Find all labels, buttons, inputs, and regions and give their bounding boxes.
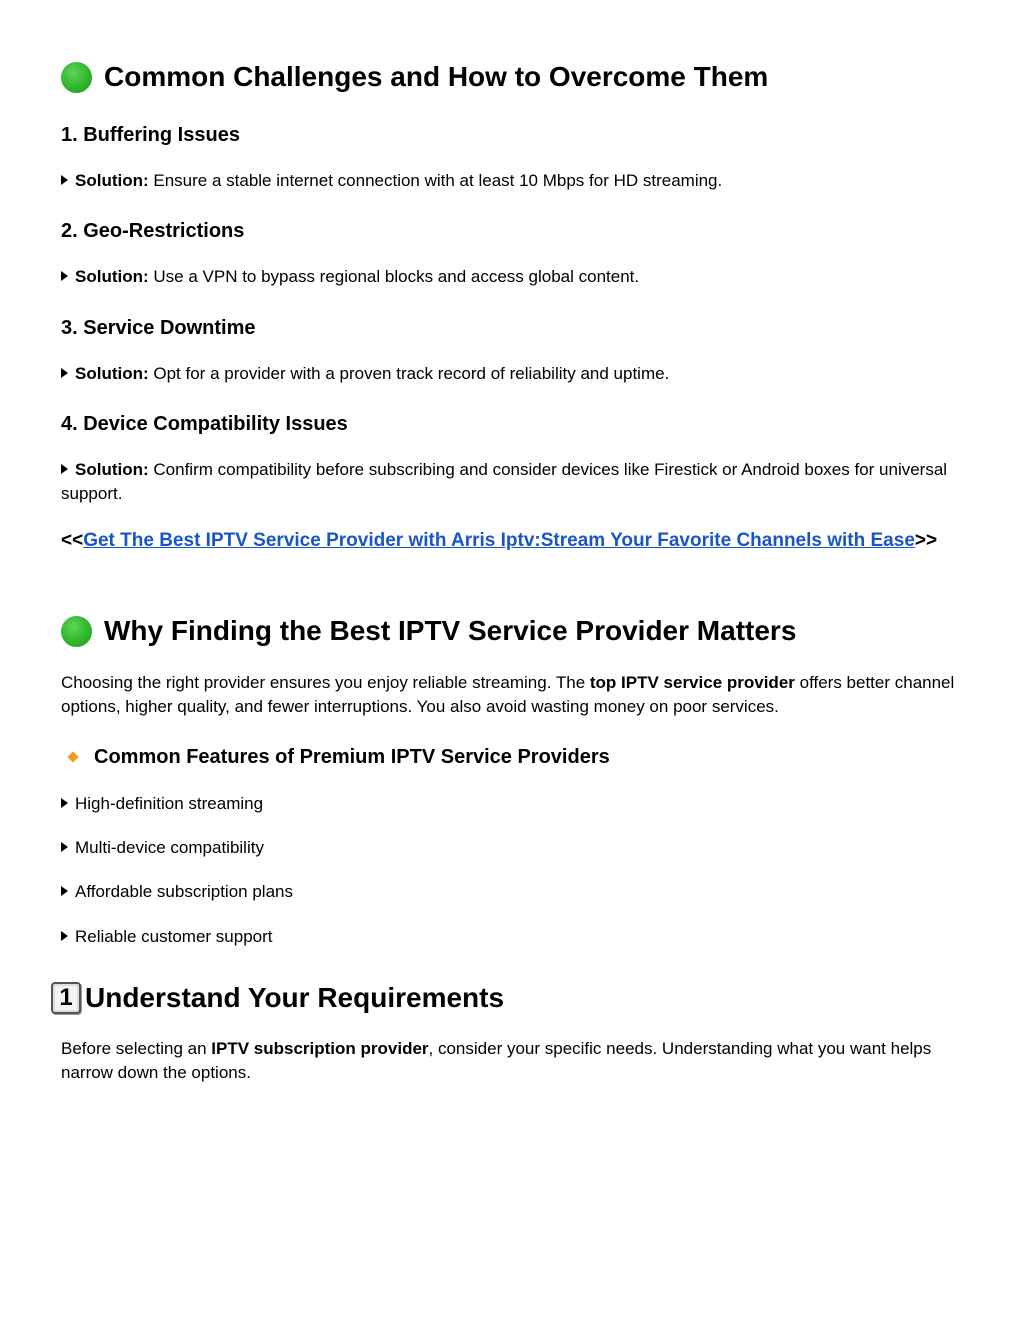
para-text: offers better channel options, higher quality, and fewer interruptions. You also avoid wasting money on poor services.	[61, 673, 955, 716]
section-title: Why Finding the Best IPTV Service Provider Matters	[104, 615, 797, 646]
why-paragraph	[61, 671, 966, 719]
bullet-triangle-icon	[61, 175, 68, 185]
feature-text: High-definition streaming	[75, 794, 264, 813]
para-bold: top IPTV service provider	[589, 673, 795, 692]
section-heading-requirements	[61, 981, 504, 1015]
solution-label: Solution:	[75, 364, 149, 383]
subheading-device: 4. Device Compatibility Issues	[61, 413, 348, 435]
para-bold: IPTV subscription provider	[211, 1039, 429, 1058]
orange-diamond-icon	[67, 751, 78, 762]
para-text: , consider your specific needs. Understanding what you want helps narrow down the options.	[61, 1039, 932, 1082]
solution-label: Solution:	[75, 460, 149, 479]
bullet-triangle-icon	[61, 931, 68, 941]
subheading-buffering: 1. Buffering Issues	[61, 124, 240, 146]
bullet-triangle-icon	[61, 842, 68, 852]
features-title: Common Features of Premium IPTV Service Providers	[94, 746, 610, 768]
solution-label: Solution:	[75, 267, 149, 286]
solution-paragraph	[61, 265, 966, 289]
solution-text: Confirm compatibility before subscribing and consider devices like Firestick or Android boxes for universal support.	[61, 460, 948, 503]
para-text: Choosing the right provider ensures you enjoy reliable streaming. The	[61, 673, 590, 692]
promo-prefix: <<	[61, 530, 84, 551]
solution-label: Solution:	[75, 171, 149, 190]
features-heading	[61, 745, 610, 769]
feature-text: Reliable customer support	[75, 927, 273, 946]
subheading-downtime: 3. Service Downtime	[61, 317, 256, 339]
section-heading-challenges	[61, 60, 768, 94]
solution-paragraph	[61, 362, 966, 386]
para-text: Before selecting an	[61, 1039, 212, 1058]
requirements-paragraph	[61, 1037, 966, 1085]
subheading-geo: 2. Geo-Restrictions	[61, 220, 245, 242]
section-title: Understand Your Requirements	[85, 982, 505, 1013]
promo-suffix: >>	[914, 530, 938, 551]
solution-paragraph	[61, 458, 966, 506]
solution-text: Ensure a stable internet connection with at least 10 Mbps for HD streaming.	[148, 171, 723, 190]
feature-item	[61, 880, 966, 904]
promo-link[interactable]: Get The Best IPTV Service Provider with Arris Iptv:Stream Your Favorite Channels with Ease	[83, 530, 915, 551]
bullet-triangle-icon	[61, 368, 68, 378]
solution-text: Use a VPN to bypass regional blocks and access global content.	[148, 267, 640, 286]
bullet-triangle-icon	[61, 798, 68, 808]
feature-text: Multi-device compatibility	[75, 838, 264, 857]
bullet-triangle-icon	[61, 886, 68, 896]
solution-paragraph	[61, 169, 966, 193]
section-heading-why	[61, 614, 796, 648]
bullet-triangle-icon	[61, 271, 68, 281]
feature-item	[61, 925, 966, 949]
section-title: Common Challenges and How to Overcome Them	[104, 61, 769, 92]
feature-text: Affordable subscription plans	[75, 882, 293, 901]
keycap-one-icon: 1	[51, 982, 81, 1014]
green-circle-icon	[61, 616, 92, 647]
feature-item	[61, 836, 966, 860]
feature-item	[61, 792, 966, 816]
solution-text: Opt for a provider with a proven track record of reliability and uptime.	[148, 364, 670, 383]
bullet-triangle-icon	[61, 464, 68, 474]
promo-line	[61, 527, 941, 554]
green-circle-icon	[61, 62, 92, 93]
